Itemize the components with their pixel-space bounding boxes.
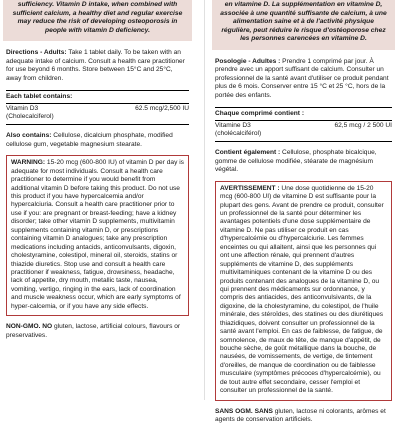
also-contains-label: Also contains: [6,132,52,140]
also-contains-paragraph-fr [215,149,392,174]
warning-label: WARNING: [11,159,46,167]
benefit-claim-fr: en vitamine D. La supplémentation en vitamine D, associée à une quantité suffisante de calcium, à une alimentation saine et à de l'activité physique régulière, peut réduire le risque d'ostéoporose chez les personnes carencées en vitamine D. [220,1,387,43]
warning-text-fr: Une dose quotidienne de 15-20 mcg (600-800 UI) de vitamine D est suffisante pour la plupart des gens. Avant de prendre ce produit, consulter un professionnel de la santé pour déterminer les avantages potentiels d'une dose supplémentaire de vitamine D. Ne pas utiliser ce produit en cas d'hypercalcémie ou d'hypercalciurie. Les femmes enceintes ou qui allaitent, ainsi que les personnes qui ont une affection rénale, qui prennent d'autres suppléments de vitamine D, des suppléments multivitaminiques contenant de la vitamine D ou des produits contenant des analogues de la vitamine D, ou qui prennent des médicaments sur ordonnance, y compris des antiacides, des anticonvulsivants, de la digoxine, de la cholestyramine, du colestipol, de l'huile minérale, des stéroïdes, des statines ou des diurétiques thiazidiques, doivent consulter un professionnel de la santé avant l'emploi. En cas de faiblesse, de fatigue, de somnolence, de maux de tête, de manque d'appétit, de bouche sèche, de goût métallique dans la bouche, de nausées, de vomissements, de vertige, de tintement d'oreilles, de manque de coordination ou de faiblesse musculaire (symptômes précoces d'hypercalcémie), ou de tout autre effet secondaire, cesser l'emploi et consulter un professionnel de la santé. [220,184,384,395]
directions-paragraph-fr [215,58,392,100]
warning-text: 15-20 mcg (600-800 IU) of vitamin D per day is adequate for most individuals. Consult a health care practitioner to determine if you would benefit from additional vitamin D before taking this product. Do not use this product if you have hypercalcemia and/or hypercalciuria. Consult a health care practitioner prior to use if you: are pregnant or breast-feeding; have a kidney disorder; take other vitamin D supplements, multivitamin supplements containing vitamin D, or prescriptions containing vitamin D analogues; take any prescription medications including antacids, anticonvulsants, digoxin, cholestyramine, colestipol, mineral oil, steroids, statins or thiazide diuretics. Stop use and consult a health care practitioner if weakness, fatigue, drowsiness, headache, lack of appetite, dry mouth, metallic taste, nausea, vomiting, vertigo, ringing in the ears, lack of coordination and muscle weakness occur, which are early symptoms of hyper-calcemia, or if you have any side effects. [11,159,184,310]
facts-header: Each tablet contains: [6,90,189,103]
supplement-facts-fr [212,107,395,142]
facts-header-fr: Chaque comprimé contient : [215,107,392,120]
ingredient-name: Vitamin D3 [6,104,39,112]
benefit-claim: sufficiency. Vitamin D intake, when combined with sufficient calcium, a healthy diet and regular exercise may reduce the risk of developing osteoporosis in people with vitamin D deficiency. [12,1,183,34]
benefit-band [3,0,192,41]
also-contains-section [3,132,192,149]
directions-section-fr [212,58,395,100]
benefit-band-fr [212,0,395,50]
also-contains-label-fr: Contient également : [215,149,281,157]
ingredient-source: (Cholecalciferol) [6,113,189,125]
ingredient-name-fr: Vitamine D3 [215,121,251,129]
warning-section [3,155,192,316]
nongmo-section [3,323,192,340]
directions-text-fr: Prendre 1 comprimé par jour. À prendre avec un apport suffisant de calcium. Consulter un professionnel de la santé avant d'utiliser ce produit pendant plus de 6 mois. Conserver entre 15 °C et 25 °C, hors de la portée des enfants. [215,57,389,99]
directions-label: Directions - Adults: [6,49,67,57]
also-contains-paragraph [6,132,189,149]
warning-section-fr [212,181,395,401]
ingredient-source-fr: (cholécalciférol) [215,130,392,142]
supplement-facts [3,90,192,125]
nongmo-text: gluten, lactose, artificial colours, flavours or preservatives. [6,323,181,339]
also-contains-section-fr [212,149,395,174]
ingredient-row [6,104,189,113]
nongmo-section-fr [212,408,395,425]
nongmo-paragraph [6,323,189,340]
directions-label-fr: Posologie - Adultes : [215,57,281,65]
also-contains-text: Cellulose, dicalcium phosphate, modified cellulose gum, vegetable magnesium stearate. [6,132,173,148]
ingredient-amount-fr: 62,5 mcg / 2 500 UI [334,121,392,129]
ingredient-row-fr [215,121,392,130]
directions-text: Take 1 tablet daily. To be taken with an adequate intake of calcium. Consult a health care practitioner for use beyond 6 months. Store between 15°C and 25°C, away from children. [6,49,185,82]
nongmo-label: NON-GMO. NO [6,323,53,331]
warning-label-fr: AVERTISSEMENT : [220,184,280,192]
nongmo-label-fr: SANS OGM. SANS [215,407,273,415]
nongmo-text-fr: gluten, lactose ni colorants, arômes et agents de conservation artificiels. [215,407,386,424]
english-column [3,0,192,346]
warning-box [6,155,189,316]
french-column [212,0,395,431]
directions-section [3,49,192,83]
column-divider [204,0,205,400]
nongmo-paragraph-fr [215,408,392,425]
also-contains-text-fr: Cellulose, phosphate bicalcique, gomme de cellulose modifiée, stéarate de magnésium végétal. [215,149,377,174]
ingredient-amount: 62.5 mcg/2,500 IU [135,104,189,112]
directions-paragraph [6,49,189,83]
warning-box-fr [215,181,392,401]
